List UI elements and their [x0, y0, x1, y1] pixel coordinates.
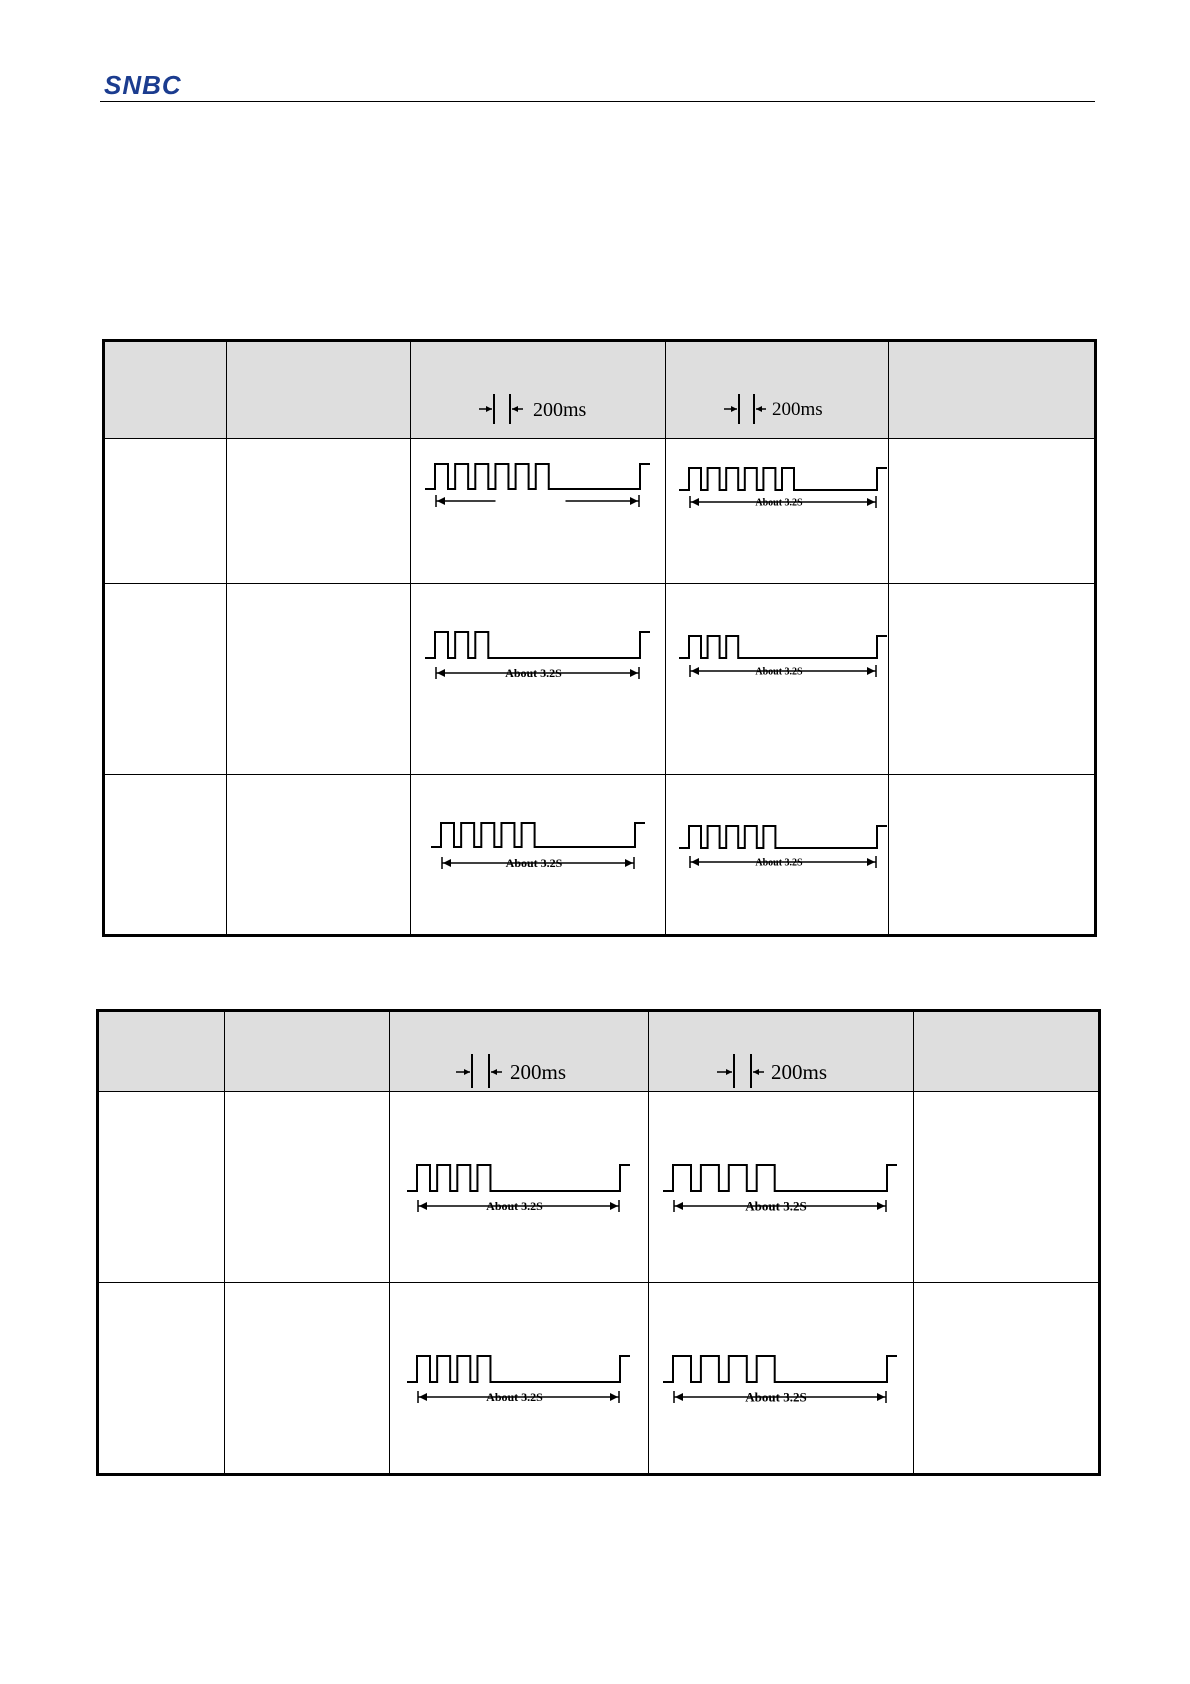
pulse-waveform: [663, 1356, 897, 1382]
waveform-cell: [666, 584, 889, 775]
interval-header: [649, 1011, 914, 1092]
row-desc: [227, 439, 411, 584]
interval-label: 200ms: [771, 1060, 828, 1084]
waveform-diagram: [411, 439, 666, 583]
arrowhead: [437, 669, 445, 677]
interval-marker: [411, 342, 666, 438]
header-cell: [227, 341, 411, 439]
arrowhead: [877, 1202, 885, 1210]
waveform-diagram: [411, 584, 666, 774]
pulse-waveform: [679, 826, 887, 848]
header-cell: [98, 1011, 225, 1092]
arrowhead: [691, 498, 699, 506]
duration-label: About 3.2S: [505, 856, 563, 871]
table-row: [98, 1283, 1100, 1475]
snbc-logo: SNBC: [104, 70, 182, 100]
duration-label: About 3.2S: [486, 1199, 543, 1214]
waveform-diagram: [390, 1283, 649, 1473]
pulse-waveform: [431, 823, 645, 847]
arrowhead: [867, 667, 875, 675]
arrowhead: [691, 858, 699, 866]
arrowhead: [630, 497, 638, 505]
duration-label: About 3.2S: [486, 1390, 543, 1405]
waveform-diagram: [649, 1092, 914, 1282]
header-cell: [104, 341, 227, 439]
waveform-cell: [666, 439, 889, 584]
table-row: [104, 775, 1096, 936]
pulse-waveform: [407, 1356, 630, 1382]
waveform-cell: [390, 1092, 649, 1283]
waveform-cell: [411, 439, 666, 584]
waveform-cell: [390, 1283, 649, 1475]
arrowhead: [675, 1202, 683, 1210]
interval-header: [411, 341, 666, 439]
table-header-row: [98, 1011, 1100, 1092]
arrowhead: [610, 1202, 618, 1210]
interval-marker: [649, 1012, 914, 1091]
waveform-cell: [649, 1283, 914, 1475]
arrowhead: [625, 859, 633, 867]
timing-table-1: [102, 339, 1097, 937]
interval-marker: [666, 342, 889, 438]
waveform-cell: [666, 775, 889, 936]
interval-header: [390, 1011, 649, 1092]
duration-label: About 3.2S: [755, 857, 803, 869]
pulse-waveform: [407, 1165, 630, 1191]
row-note: [889, 439, 1096, 584]
timing-table-2: [96, 1009, 1101, 1476]
row-note: [889, 584, 1096, 775]
pulse-waveform: [679, 636, 887, 658]
table-row: [104, 584, 1096, 775]
duration-label: About 3.2S: [755, 497, 803, 509]
waveform-cell: [649, 1092, 914, 1283]
arrowhead: [419, 1393, 427, 1401]
table-row: [98, 1092, 1100, 1283]
waveform-cell: [411, 584, 666, 775]
pulse-waveform: [425, 464, 650, 489]
waveform-diagram: [666, 775, 889, 934]
row-name: [104, 439, 227, 584]
pulse-waveform: [425, 632, 650, 658]
row-note: [889, 775, 1096, 936]
row-desc: [225, 1283, 390, 1475]
arrowhead: [675, 1393, 683, 1401]
arrowhead: [877, 1393, 885, 1401]
header-cell: [225, 1011, 390, 1092]
waveform-diagram: [411, 775, 666, 934]
table-row: [104, 439, 1096, 584]
row-note: [914, 1092, 1100, 1283]
row-name: [98, 1092, 225, 1283]
row-name: [98, 1283, 225, 1475]
duration-label: About 3.2S: [755, 666, 803, 678]
header-cell: [889, 341, 1096, 439]
interval-label: 200ms: [772, 399, 823, 420]
header-rule: [100, 101, 1095, 102]
arrowhead: [867, 858, 875, 866]
waveform-cell: [411, 775, 666, 936]
arrowhead: [610, 1393, 618, 1401]
waveform-diagram: [666, 584, 889, 774]
pulse-waveform: [679, 468, 887, 490]
interval-header: [666, 341, 889, 439]
arrowhead: [419, 1202, 427, 1210]
row-name: [104, 584, 227, 775]
waveform-diagram: [649, 1283, 914, 1473]
duration-label: About 3.2S: [745, 1198, 807, 1214]
row-desc: [225, 1092, 390, 1283]
waveform-diagram: [390, 1092, 649, 1282]
interval-marker: [390, 1012, 649, 1091]
arrowhead: [630, 669, 638, 677]
row-desc: [227, 775, 411, 936]
arrowhead: [437, 497, 445, 505]
row-note: [914, 1283, 1100, 1475]
header-cell: [914, 1011, 1100, 1092]
arrowhead: [443, 859, 451, 867]
arrowhead: [691, 667, 699, 675]
row-name: [104, 775, 227, 936]
waveform-diagram: [666, 439, 889, 583]
interval-label: 200ms: [510, 1060, 567, 1084]
interval-label: 200ms: [533, 399, 587, 421]
pulse-waveform: [663, 1165, 897, 1191]
duration-label: About 3.2S: [745, 1389, 807, 1405]
arrowhead: [867, 498, 875, 506]
row-desc: [227, 584, 411, 775]
table-header-row: [104, 341, 1096, 439]
duration-label: About 3.2S: [505, 666, 562, 681]
